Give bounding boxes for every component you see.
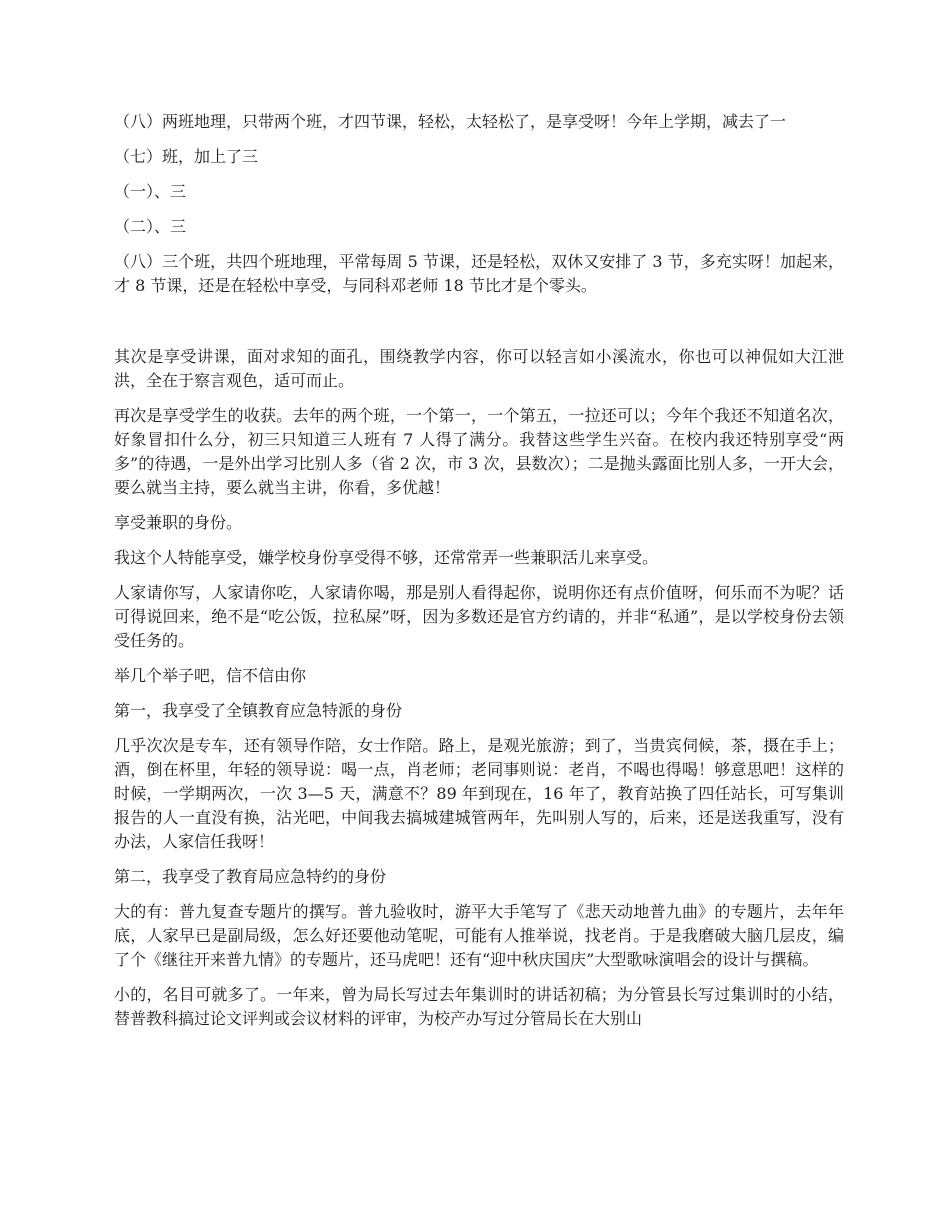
paragraph-small-tasks: 小的，名目可就多了。一年来，曾为局长写过去年集训时的讲话初稿；为分管县长写过集训时的小结，替普教科搞过论文评判或会议材料的评审，为校产办写过分管局长在大别山 (114, 985, 844, 1028)
paragraph-part-time-identity: 享受兼职的身份。 (114, 513, 243, 532)
paragraph-first-heading: 第一，我享受了全镇教育应急特派的身份 (114, 701, 403, 720)
paragraph-invited-to-write: 人家请你写，人家请你吃，人家请你喝，那是别人看得起你，说明你还有点价值呀，何乐而不为呢？话可得说回来，绝不是“吃公饭，拉私屎”呀，因为多数还是官方约请的，并非“私通”，是以学校身份去领受任务的。 (114, 583, 844, 650)
paragraph-class-2: （二）、三 (114, 217, 187, 236)
paragraph-examples-intro: 举几个举子吧，信不信由你 (114, 666, 307, 685)
paragraph-enjoy-lecturing: 其次是享受讲课，面对求知的面孔，围绕教学内容，你可以轻言如小溪流水，你也可以神侃如大江泄洪，全在于察言观色，适可而止。 (114, 347, 844, 390)
paragraph-big-tasks: 大的有：普九复查专题片的撰写。普九验收时，游平大手笔写了《悲天动地普九曲》的专题片，去年年底，人家早已是副局级，怎么好还要他动笔呢，可能有人推举说，找老肖。于是我磨破大脑几层皮，编了个《继往开来普九情》的专题片，还马虎吧！还有“迎中秋庆国庆”大型歌咏演唱会的设计与撰稿。 (114, 902, 844, 969)
paragraph-enjoy-student-results: 再次是享受学生的收获。去年的两个班，一个第一，一个第五，一拉还可以；今年个我还不知道名次，好象冒扣什么分，初三只知道三人班有 7 人得了满分。我替这些学生兴奋。在校内我还特别享受“两多”的待遇，一是外出学习比别人多（省 2 次，市 3 次，县数次）；二是抛头露面比别人多，一开大会，要么就当主持，要么就当主讲，你看，多优越！ (114, 406, 844, 497)
paragraph-part-time-work: 我这个人特能享受，嫌学校身份享受得不够，还常常弄一些兼职活儿来享受。 (114, 548, 659, 567)
paragraph-class-8-two-classes: （八）两班地理，只带两个班，才四节课，轻松，太轻松了，是享受呀！今年上学期，减去了一 (114, 112, 787, 131)
paragraph-class-8-three-classes: （八）三个班，共四个班地理，平常每周 5 节课，还是轻松，双休又安排了 3 节，多充实呀！加起来，才 8 节课，还是在轻松中享受，与同科邓老师 18 节比才是个零头。 (114, 252, 844, 295)
paragraph-class-1: （一）、三 (114, 182, 187, 201)
paragraph-first-details: 几乎次次是专车，还有领导作陪，女士作陪。路上，是观光旅游；到了，当贵宾伺候，茶，摄在手上；酒，倒在杯里，年轻的领导说：喝一点，肖老师；老同事则说：老肖，不喝也得喝！够意思吧！这样的时候，一学期两次，一次 3—5 天，满意不？89 年到现在，16 年了，教育站换了四任站长，可写集训报告的人一直没有换，沾光吧，中间我去搞城建城管两年，先叫别人写的，后来，还是送我重写，没有办法，人家信任我呀！ (114, 736, 844, 851)
paragraph-gap (114, 309, 844, 345)
document-body (114, 110, 844, 1042)
paragraph-second-heading: 第二，我享受了教育局应急特约的身份 (114, 867, 387, 886)
paragraph-class-7: （七）班，加上了三 (114, 147, 259, 166)
